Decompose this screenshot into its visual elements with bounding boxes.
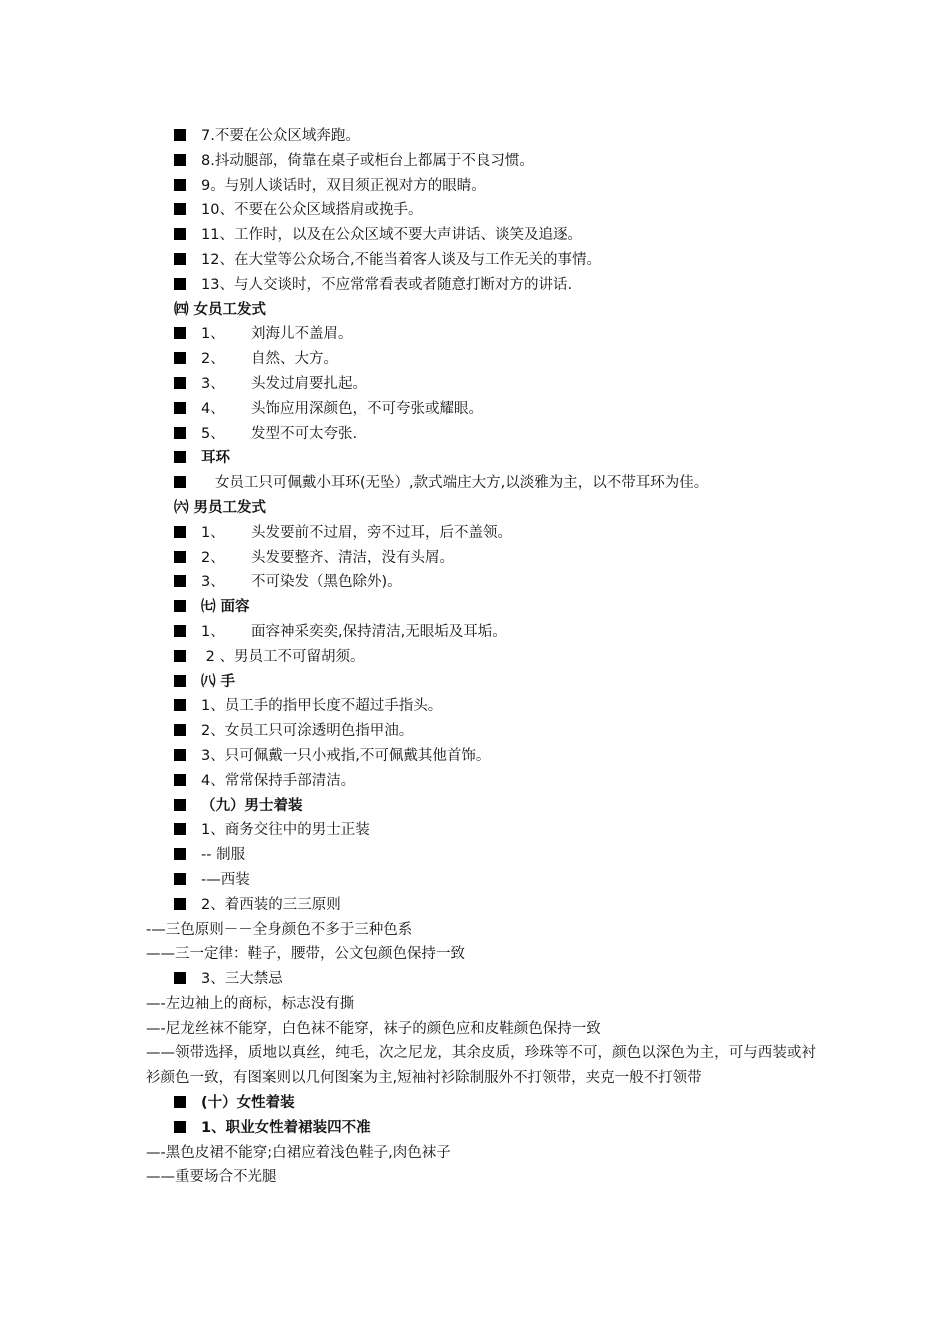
list-item-text: 7.不要在公众区域奔跑。 [201,128,360,144]
list-item [0,124,950,149]
list-item [0,273,950,298]
list-item [0,645,950,670]
paragraph-line: —-尼龙丝袜不能穿，白色袜不能穿，袜子的颜色应和皮鞋颜色保持一致 [146,1020,601,1037]
list-item-text: 13、与人交谈时，不应常常看表或者随意打断对方的讲话. [201,276,573,293]
list-item-text: ㈧ 手 [201,673,236,690]
list-number: 5、 [201,425,225,442]
list-item [0,1091,950,1116]
list-item-text: 耳环 [201,450,230,467]
square-bullet-icon [174,377,186,389]
paragraph-line: —-左边袖上的商标，标志没有撕 [146,995,355,1012]
list-item [0,694,950,719]
list-item-text: -- 制服 [201,847,246,864]
list-item-text: 1、商务交往中的男士正装 [201,822,370,839]
square-bullet-icon [174,799,186,811]
list-item-text: 1、员工手的指甲长度不超过手指头。 [201,698,443,715]
square-bullet-icon [174,551,186,563]
square-bullet-icon [174,600,186,612]
square-bullet-icon [174,898,186,910]
square-bullet-icon [174,675,186,687]
list-item [0,719,950,744]
list-item-text: 头发要整齐、清洁，没有头屑。 [251,549,454,566]
list-number: 2、 [201,351,225,368]
list-item-text: 头发要前不过眉，旁不过耳，后不盖领。 [251,524,512,541]
paragraph-line: ——三一定律：鞋子，腰带，公文包颜色保持一致 [146,946,465,963]
list-item-text: 发型不可太夸张. [251,425,358,442]
square-bullet-icon [174,427,186,439]
list-item-text: 9。与别人谈话时，双目须正视对方的眼睛。 [201,177,486,194]
list-item [0,174,950,199]
list-item-text: (十）女性着装 [201,1095,295,1112]
section-heading: ㈥ 男员工发式 [174,499,267,516]
square-bullet-icon [174,650,186,662]
square-bullet-icon [174,129,186,141]
list-item-text: 2、女员工只可涂透明色指甲油。 [201,723,414,740]
list-item-text: 不可染发（黑色除外)。 [251,574,402,591]
list-number: 1、 [201,326,225,343]
section-heading: ㈣ 女员工发式 [174,301,267,318]
square-bullet-icon [174,476,186,488]
list-item [0,818,950,843]
square-bullet-icon [174,278,186,290]
list-item-text: 2、着西装的三三原则 [201,896,341,913]
list-item [0,372,950,397]
list-item [0,198,950,223]
list-item [0,893,950,918]
square-bullet-icon [174,774,186,786]
list-item [0,595,950,620]
list-item-text: （九）男士着装 [201,797,303,814]
list-item [0,843,950,868]
list-item-text: 1、职业女性着裙装四不准 [201,1119,371,1136]
square-bullet-icon [174,873,186,885]
list-item-text: 11、工作时，以及在公众区域不要大声讲话、谈笑及追逐。 [201,227,582,244]
list-item [0,620,950,645]
square-bullet-icon [174,154,186,166]
list-number: 3、 [201,574,225,591]
list-item [0,422,950,447]
list-item-text: 刘海儿不盖眉。 [251,326,353,343]
list-item-text: 头发过肩要扎起。 [251,375,367,392]
square-bullet-icon [174,203,186,215]
square-bullet-icon [174,402,186,414]
square-bullet-icon [174,1121,186,1133]
square-bullet-icon [174,749,186,761]
list-item [0,149,950,174]
document-page [0,124,950,1190]
list-item-text: 10、不要在公众区域搭肩或挽手。 [201,202,423,219]
list-item [0,670,950,695]
square-bullet-icon [174,253,186,265]
paragraph-line: —-黑色皮裙不能穿;白裙应着浅色鞋子,肉色袜子 [146,1144,451,1161]
square-bullet-icon [174,724,186,736]
list-item-text: 面容神采奕奕,保持清洁,无眼垢及耳垢。 [251,623,507,640]
square-bullet-icon [174,352,186,364]
list-item [0,471,950,496]
square-bullet-icon [174,1096,186,1108]
list-item-text: 2 、男员工不可留胡须。 [201,648,365,665]
list-item-text: 4、常常保持手部清洁。 [201,772,356,789]
paragraph-block: ——领带选择，质地以真丝，纯毛，次之尼龙，其余皮质，珍珠等不可，颜色以深色为主，可与西装或衬衫颜色一致，有图案则以几何图案为主,短袖衬衫除制服外不打领带，夹克一般不打领带 [146,1045,816,1087]
list-item [0,322,950,347]
list-item-text: 3、三大禁忌 [201,971,283,988]
list-item-text: 8.抖动腿部，倚靠在桌子或柜台上都属于不良习惯。 [201,152,534,169]
list-item [0,521,950,546]
square-bullet-icon [174,526,186,538]
list-item-text: 女员工只可佩戴小耳环(无坠）,款式端庄大方,以淡雅为主，以不带耳环为佳。 [201,475,709,492]
square-bullet-icon [174,972,186,984]
square-bullet-icon [174,451,186,463]
list-number: 1、 [201,524,225,541]
list-item [0,570,950,595]
list-item [0,397,950,422]
list-item [0,248,950,273]
list-item [0,744,950,769]
list-number: 1、 [201,623,225,640]
list-number: 3、 [201,375,225,392]
square-bullet-icon [174,823,186,835]
list-item-text: ㈦ 面容 [201,599,250,616]
square-bullet-icon [174,625,186,637]
list-item-text: 头饰应用深颜色，不可夸张或耀眼。 [251,400,483,417]
square-bullet-icon [174,327,186,339]
square-bullet-icon [174,848,186,860]
list-item [0,1116,950,1141]
list-item [0,223,950,248]
square-bullet-icon [174,228,186,240]
list-item [0,446,950,471]
paragraph-line: ——重要场合不光腿 [146,1169,277,1186]
paragraph-line: -—三色原则－－全身颜色不多于三种色系 [146,921,413,938]
list-item [0,347,950,372]
list-item-text: 3、只可佩戴一只小戒指,不可佩戴其他首饰。 [201,747,491,764]
list-number: 2、 [201,549,225,566]
list-item-text: -—西装 [201,871,250,888]
list-item [0,868,950,893]
list-item [0,546,950,571]
square-bullet-icon [174,699,186,711]
square-bullet-icon [174,179,186,191]
square-bullet-icon [174,575,186,587]
list-item-text: 自然、大方。 [251,351,338,368]
list-item [0,794,950,819]
list-item [0,967,950,992]
list-number: 4、 [201,400,225,417]
list-item [0,769,950,794]
list-item-text: 12、在大堂等公众场合,不能当着客人谈及与工作无关的事情。 [201,251,602,268]
